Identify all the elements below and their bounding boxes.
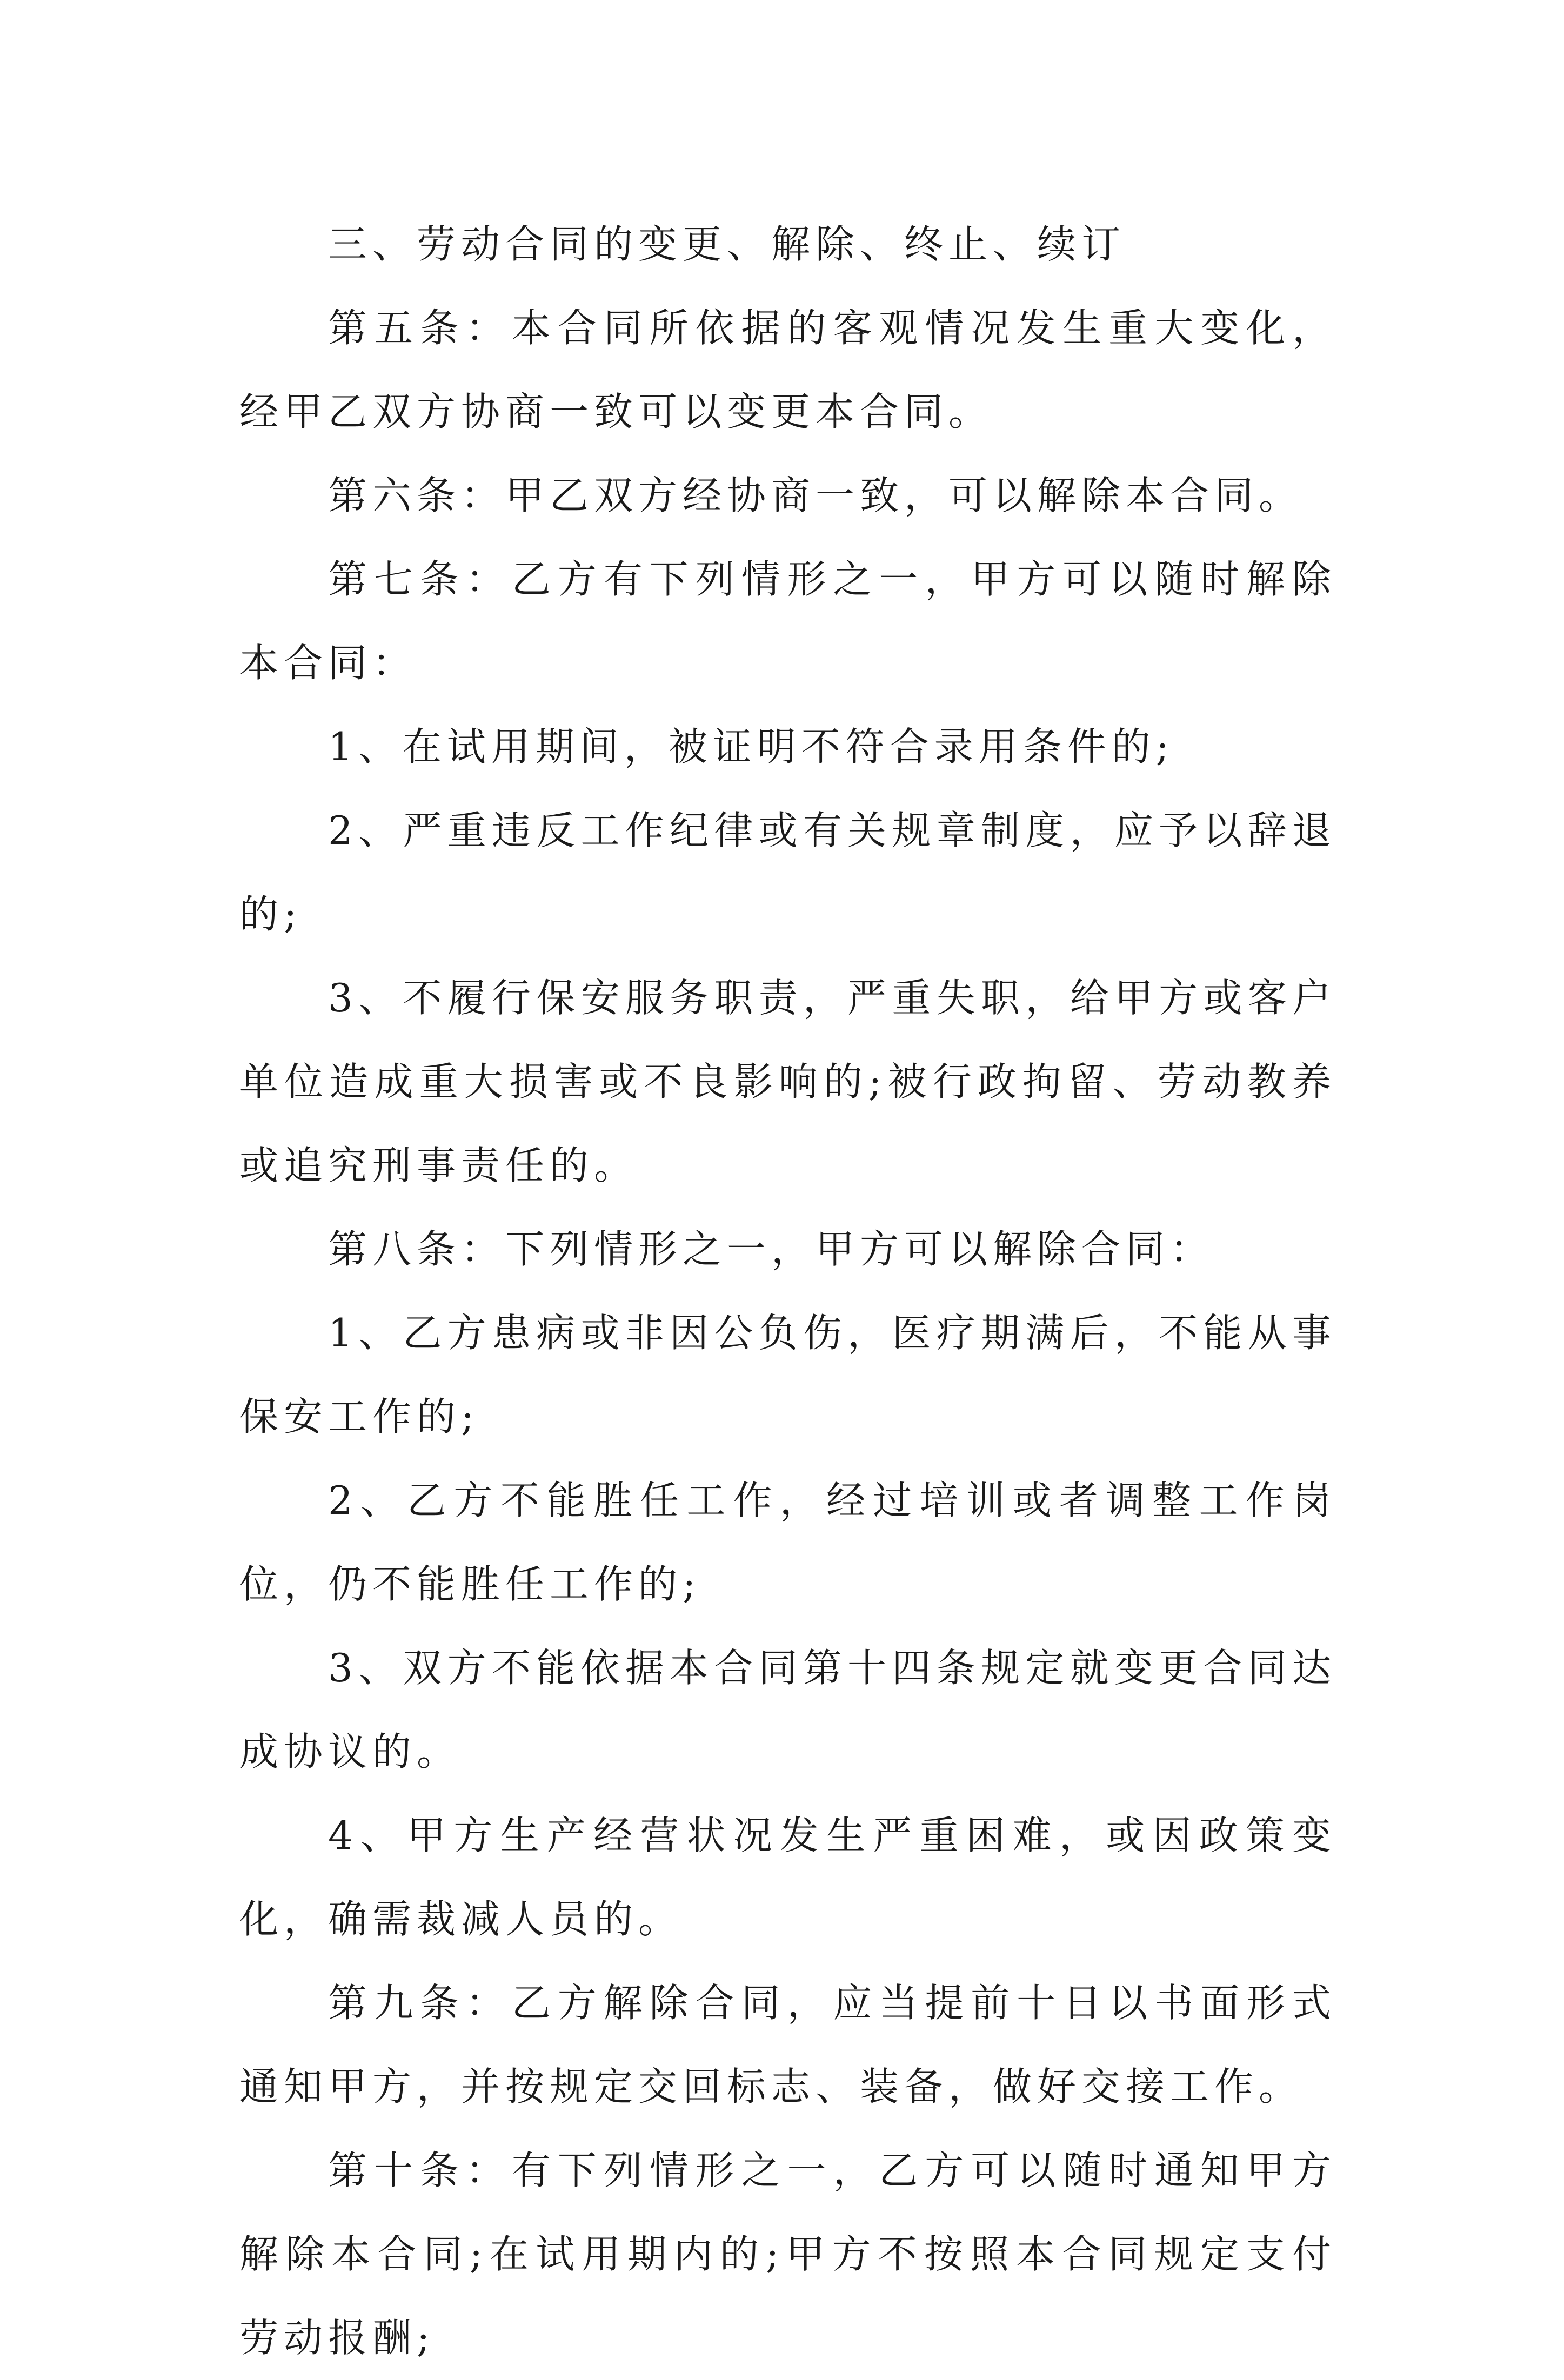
article-8-item-3: 3、双方不能依据本合同第十四条规定就变更合同达成协议的。 (239, 1645, 1336, 1774)
article-8-item-4: 4、甲方生产经营状况发生严重困难，或因政策变化，确需裁减人员的。 (239, 1813, 1336, 1942)
section-heading: 三、劳动合同的变更、解除、终止、续订 (328, 222, 1126, 267)
article-7-item-3: 3、不履行保安服务职责，严重失职，给甲方或客户单位造成重大损害或不良影响的;被行政拘留、劳动教养或追究刑事责任的。 (239, 975, 1336, 1188)
article-5: 第五条：本合同所依据的客观情况发生重大变化，经甲乙双方协商一致可以变更本合同。 (239, 305, 1336, 434)
article-6: 第六条：甲乙双方经协商一致，可以解除本合同。 (328, 473, 1304, 518)
article-8-item-1: 1、乙方患病或非因公负伤，医疗期满后，不能从事保安工作的; (239, 1310, 1336, 1439)
article-8: 第八条：下列情形之一，甲方可以解除合同： (328, 1226, 1215, 1272)
article-9: 第九条：乙方解除合同，应当提前十日以书面形式通知甲方，并按规定交回标志、装备，做好交接工作。 (239, 1980, 1336, 2109)
article-7: 第七条：乙方有下列情形之一，甲方可以随时解除本合同： (239, 557, 1336, 686)
article-8-item-2: 2、乙方不能胜任工作，经过培训或者调整工作岗位，仍不能胜任工作的; (239, 1478, 1336, 1607)
contract-text (239, 203, 1336, 2380)
article-10: 第十条：有下列情形之一，乙方可以随时通知甲方解除本合同;在试用期内的;甲方不按照本合同规定支付劳动报酬; (239, 2148, 1336, 2361)
article-7-item-1: 1、在试用期间，被证明不符合录用条件的; (328, 724, 1175, 769)
article-7-item-2: 2、严重违反工作纪律或有关规章制度，应予以辞退的; (239, 808, 1336, 937)
